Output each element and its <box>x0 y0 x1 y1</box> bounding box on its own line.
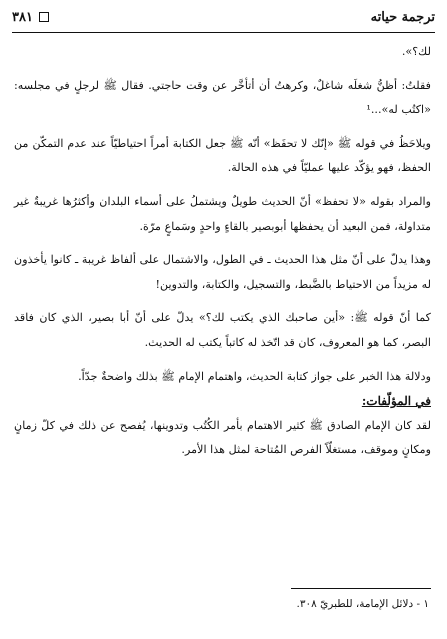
paragraph-6: كما أنّ قوله ﷺ: «أين صاحبك الذي يكتب لك؟» يدلّ على أنّ أبا بصير، الذي كان فاقد البصر، كما هو المعروف، كان قد اتّخذ له كاتباً يكتب له الحديث. <box>14 311 431 349</box>
page-number-group <box>12 10 49 25</box>
section-paragraph: لقد كان الإمام الصادق ﷺ كثير الاهتمام بأمر الكُتُب وتدوينها، يُفصح عن ذلك في كلّ زمانٍ ومكانٍ وموقف، مستغلّاً الفرص المُتاحة لمثل هذا الأمر. <box>14 418 431 457</box>
paragraph-7: ودلالة هذا الخبر على جواز كتابة الحديث، واهتمام الإمام ﷺ بذلك واضحةٌ جدّاً. <box>78 369 431 383</box>
running-title: ترجمة حياته <box>370 9 435 25</box>
section-heading: في المؤلّفات: <box>361 394 431 409</box>
footnote: ١ - دلائل الإمامة، للطبريّ ٣٠٨. <box>296 598 429 610</box>
paragraph-4: والمراد بقوله «لا تحفظ» أنّ الحديث طويلٌ ويشتملُ على أسماء البلدان وأكثرُها غريبةٌ غير متداولة، فمن البعيد أن يحفظها أبوبصير بالقاءٍ واحدٍ وسَماعٍ مرّة. <box>14 194 431 233</box>
paragraph-1: لك؟». <box>401 45 431 58</box>
page-number: ٣٨١ <box>12 9 33 25</box>
page-body <box>14 40 431 463</box>
paragraph-5: وهذا يدلّ على أنّ مثل هذا الحديث ـ في الطول، والاشتمال على ألفاظ غريبة ـ كانوا يأخذون له مزيداً من الاحتياط بالضَّبط، والتسجيل، والكتابة، والتدوين! <box>14 253 431 291</box>
page-header <box>12 6 435 28</box>
paragraph-2: فقلتُ: أظنُّ شغلَه شاغلٌ، وكرهتُ أن أتأخَّر عن وقت حاجتي. فقال ﷺ لرجلٍ في مجلسه: «اكتُب له»...¹ <box>14 78 431 117</box>
header-rule <box>12 32 435 33</box>
paragraph-3: ويلاحَظُ في قوله ﷺ «إنّك لا تحفَظ» أنّه ﷺ جعل الكتابة أمراً احتياطيّاً عند عدم التمكّن من الحفظ، فهو يؤكّد عليها عمليّاً في هذه الحالة. <box>14 136 431 175</box>
footnote-rule <box>291 588 431 589</box>
square-ornament-icon <box>39 12 49 22</box>
